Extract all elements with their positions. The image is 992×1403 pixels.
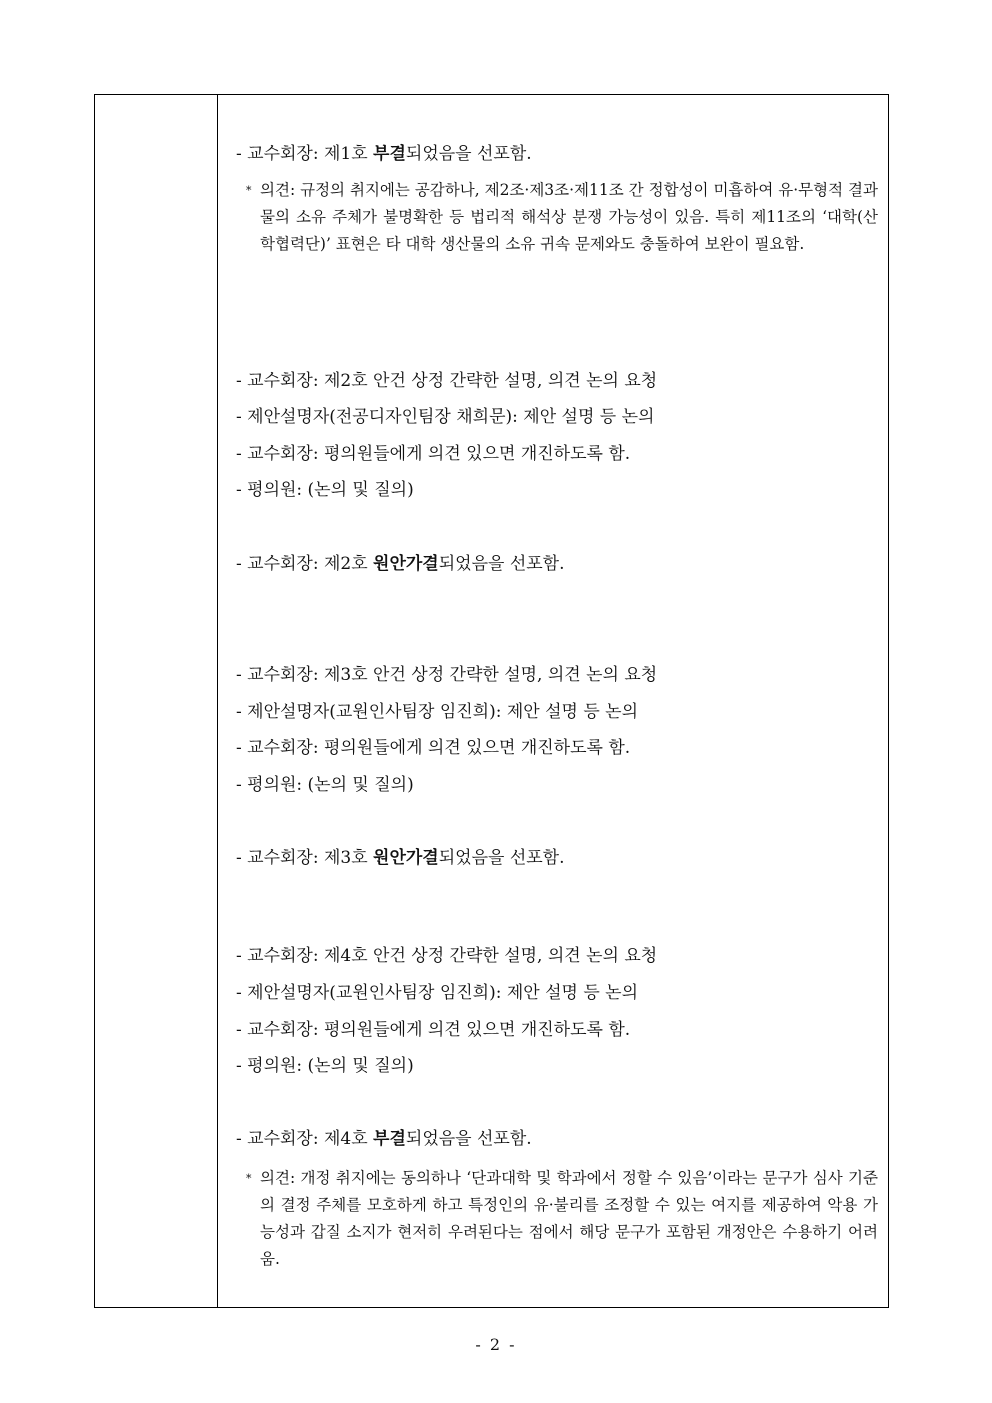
- note-text: 의견: 개정 취지에는 동의하나 ‘단과대학 및 학과에서 정할 수 있음’이라는 문구가 심사 기준의 결정 주체를 모호하게 하고 특정인의 유·불리를 조정할 수 있는 여지를 제공하여 악용 가능성과 갑질 소지가 현저히 우려된다는 점에서 해당 문구가 포함된 개정안은 수용하기 어려움.: [260, 1169, 878, 1268]
- minutes-line: - 교수회장: 제3호 안건 상정 간략한 설명, 의견 논의 요청: [236, 665, 658, 685]
- note-text: 의견: 규정의 취지에는 공감하나, 제2조·제3조·제11조 간 정합성이 미흡하여 유·무형적 결과물의 소유 주체가 불명확한 등 법리적 해석상 분쟁 가능성이 있음. 특히 제11조의 ‘대학(산학협력단)’ 표현은 타 대학 생산물의 소유 귀속 문제와도 충돌하여 보완이 필요함.: [260, 181, 878, 253]
- decision-prefix: - 교수회장: 제4호: [236, 1129, 374, 1149]
- page-number: - 2 -: [475, 1335, 517, 1354]
- opinion-note-item-4: [246, 1165, 878, 1273]
- decision-suffix: 되었음을 선포함.: [438, 554, 565, 574]
- decision-line-item-2: [236, 553, 565, 575]
- decision-result: 부결: [373, 144, 406, 164]
- note-asterisk: *: [246, 1172, 252, 1185]
- decision-line-item-4: [236, 1128, 532, 1150]
- minutes-line: - 교수회장: 평의원들에게 의견 있으면 개진하도록 함.: [236, 738, 631, 758]
- decision-suffix: 되었음을 선포함.: [405, 1129, 532, 1149]
- minutes-line: - 교수회장: 평의원들에게 의견 있으면 개진하도록 함.: [236, 444, 631, 464]
- minutes-line: - 교수회장: 제2호 안건 상정 간략한 설명, 의견 논의 요청: [236, 371, 658, 391]
- opinion-note-item-1: [246, 177, 878, 258]
- minutes-line: - 평의원: (논의 및 질의): [236, 775, 414, 795]
- minutes-line: - 교수회장: 평의원들에게 의견 있으면 개진하도록 함.: [236, 1020, 631, 1040]
- decision-result: 원안가결: [373, 848, 439, 868]
- decision-prefix: - 교수회장: 제2호: [236, 554, 374, 574]
- decision-line-item-1: [236, 143, 532, 165]
- content-column: [218, 95, 888, 1307]
- decision-result: 부결: [373, 1129, 406, 1149]
- decision-result: 원안가결: [373, 554, 439, 574]
- minutes-line: - 교수회장: 제4호 안건 상정 간략한 설명, 의견 논의 요청: [236, 946, 658, 966]
- label-column: [95, 95, 218, 1307]
- decision-line-item-3: [236, 847, 565, 869]
- decision-suffix: 되었음을 선포함.: [438, 848, 565, 868]
- note-asterisk: *: [246, 184, 252, 197]
- minutes-line: - 평의원: (논의 및 질의): [236, 480, 414, 500]
- minutes-line: - 제안설명자(교원인사팀장 임진희): 제안 설명 등 논의: [236, 983, 639, 1003]
- minutes-line: - 제안설명자(전공디자인팀장 채희문): 제안 설명 등 논의: [236, 407, 655, 427]
- minutes-line: - 평의원: (논의 및 질의): [236, 1056, 414, 1076]
- decision-suffix: 되었음을 선포함.: [405, 144, 532, 164]
- minutes-line: - 제안설명자(교원인사팀장 임진희): 제안 설명 등 논의: [236, 702, 639, 722]
- decision-prefix: - 교수회장: 제3호: [236, 848, 374, 868]
- decision-prefix: - 교수회장: 제1호: [236, 144, 374, 164]
- minutes-table: [94, 94, 889, 1308]
